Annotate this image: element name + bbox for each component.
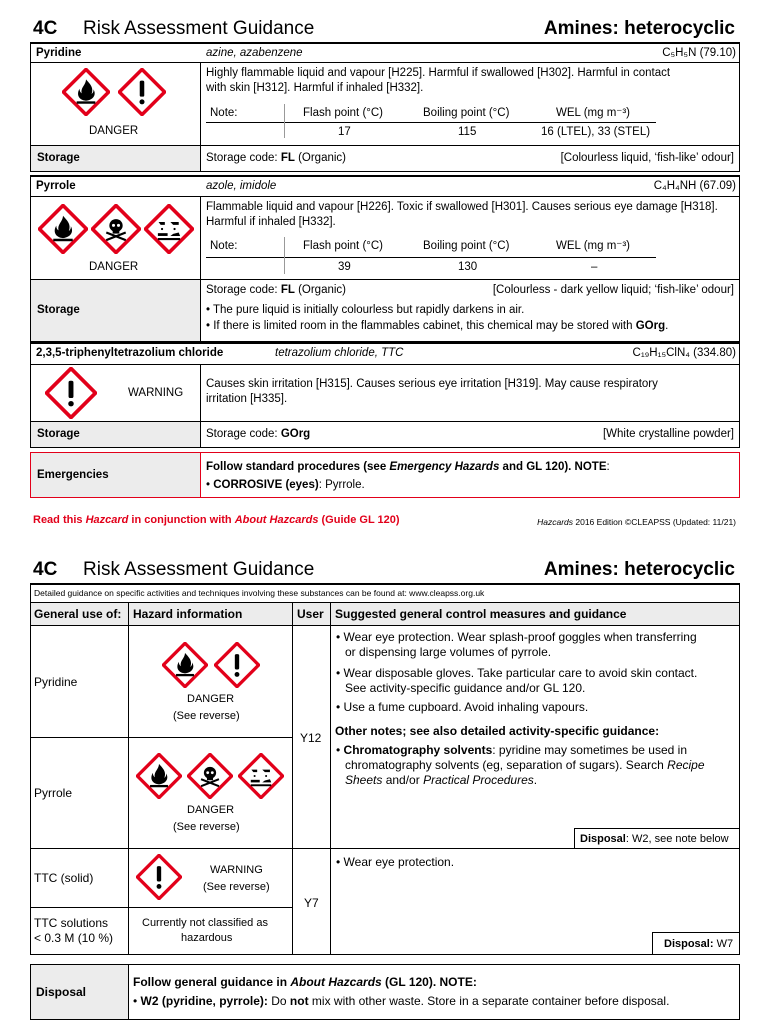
pyrrole-storage-bullet-1: • The pure liquid is initially colourless but rapidly darkens in air. [206, 304, 525, 316]
flame-icon [136, 753, 182, 799]
exclamation-icon [214, 642, 260, 688]
pyrrole-synonyms: azole, imidole [206, 180, 277, 192]
pyridine-wel-label: WEL (mg m⁻³) [556, 107, 630, 119]
pyridine-hazard-1: Highly flammable liquid and vapour [H225]. Harmful if swallowed [H302]. Harmful in contact [206, 67, 671, 79]
pyrrole-hazard-2: Harmful if inhaled [H332]. [206, 216, 336, 228]
flame-icon [62, 68, 110, 116]
disposal-label: Disposal [36, 985, 87, 999]
pyridine-wel: 16 (LTEL), 33 (STEL) [541, 126, 651, 138]
pyridine-flash: 17 [338, 126, 351, 138]
ttc-hazard-2: irritation [H335]. [206, 393, 288, 405]
pyridine-boil-label: Boiling point (°C) [423, 107, 510, 119]
corrosion-icon [144, 204, 194, 254]
row-ttc-solid: TTC (solid) [34, 871, 94, 885]
row-ttc-solutions-2: < 0.3 M (10 %) [34, 931, 114, 945]
row-pyrrole: Pyrrole [34, 786, 73, 800]
pyridine-hazard-2: with skin [H312]. Harmful if inhaled [H332]. [206, 82, 424, 94]
not-classified-1: Currently not classified as [142, 917, 268, 929]
disposal-note-1-text: Disposal: W2, see note below [580, 833, 729, 845]
skull-crossbones-icon [187, 753, 233, 799]
user-y7: Y7 [304, 896, 319, 910]
pyridine-synonyms: azine, azabenzene [206, 47, 303, 59]
pyrrole-storage-code: Storage code: FL (Organic) [206, 284, 346, 296]
pyridine-storage-label: Storage [37, 152, 80, 164]
measure-bullet-2a: • Wear disposable gloves. Take particular care to avoid skin contact. [336, 666, 698, 680]
corrosion-icon [238, 753, 284, 799]
card-title: Risk Assessment Guidance [83, 18, 315, 39]
ttc-hazard-1: Causes skin irritation [H315]. Causes serious eye irritation [H319]. May cause respiratory [206, 378, 658, 390]
measure-bullet-1b: or dispensing large volumes of pyrrole. [345, 645, 552, 659]
ttc-name: 2,3,5-triphenyltetrazolium chloride [36, 347, 224, 359]
pyrrole-wel-label: WEL (mg m⁻³) [556, 240, 630, 252]
pyrrole-see-reverse: (See reverse) [173, 821, 240, 833]
pyridine-signal: DANGER [89, 125, 139, 137]
pyridine-note: Note: [210, 107, 238, 119]
col-hazard-info: Hazard information [133, 607, 243, 621]
emergencies-bullet: • CORROSIVE (eyes): Pyrrole. [206, 479, 365, 491]
pyrrole-boil: 130 [458, 261, 478, 273]
ttc-see-reverse: (See reverse) [203, 881, 270, 893]
user-y12: Y12 [300, 731, 322, 745]
pyrrole-signal: DANGER [89, 261, 139, 273]
measure-bullet-4c: Sheets and/or Practical Procedures. [345, 773, 538, 787]
pyridine-storage-code: Storage code: FL (Organic) [206, 152, 346, 164]
pyrrole-name: Pyrrole [36, 180, 76, 192]
emergencies-line1: Follow standard procedures (see Emergency Hazards and GL 120). NOTE: [206, 461, 610, 473]
exclamation-icon [45, 367, 97, 419]
ttc-signal: WARNING [128, 387, 184, 399]
pyrrole-wel: – [591, 261, 598, 273]
pyridine-flash-label: Flash point (°C) [303, 107, 384, 119]
pyrrole-flash: 39 [338, 261, 351, 273]
pyrrole-boil-label: Boiling point (°C) [423, 240, 510, 252]
flame-icon [162, 642, 208, 688]
emergencies-label: Emergencies [37, 469, 109, 481]
pyrrole-flash-label: Flash point (°C) [303, 240, 384, 252]
pyridine-see-reverse: (See reverse) [173, 710, 240, 722]
ttc-signal: WARNING [210, 864, 263, 876]
pyridine-name: Pyridine [36, 47, 82, 59]
ttc-measure-bullet: • Wear eye protection. [336, 855, 455, 869]
col-general-use: General use of: [34, 607, 122, 621]
pyridine-storage-desc: [Colourless liquid, ‘fish-like’ odour] [560, 152, 734, 164]
measure-bullet-4a: • Chromatography solvents: pyridine may sometimes be used in [336, 743, 688, 757]
card2-header [33, 559, 735, 583]
intro-text: Detailed guidance on specific activities and techniques involving these substances can be found at: www.cleapss.org.uk [34, 588, 485, 598]
disposal-note-2-text: Disposal: W7 [664, 938, 734, 950]
pyridine-boil: 115 [458, 126, 477, 138]
flame-icon [38, 204, 88, 254]
measure-bullet-2b: See activity-specific guidance and/or GL 120. [345, 681, 586, 695]
pyridine-signal: DANGER [187, 693, 235, 705]
not-classified-2: hazardous [181, 932, 233, 944]
measure-bullet-4b: chromatography solvents (eg, separation of sugars). Search Recipe [345, 758, 705, 772]
ttc-storage-desc: [White crystalline powder] [602, 428, 734, 440]
exclamation-icon [118, 68, 166, 116]
footer-edition: Hazcards 2016 Edition ©CLEAPSS (Updated: 11/21) [537, 517, 736, 527]
row-ttc-solutions-1: TTC solutions [34, 916, 109, 930]
row-pyridine: Pyridine [34, 675, 78, 689]
measure-bullet-3: • Use a fume cupboard. Avoid inhaling vapours. [336, 700, 589, 714]
card-title: Risk Assessment Guidance [83, 559, 315, 580]
card-code: 4C [33, 559, 58, 580]
pyrrole-storage-label: Storage [37, 304, 80, 316]
card-category: Amines: heterocyclic [543, 18, 735, 39]
disposal-block [30, 964, 740, 1020]
pyrrole-storage-bullet-2: • If there is limited room in the flammables cabinet, this chemical may be stored with GOrg. [206, 320, 669, 332]
card1-header [33, 18, 735, 42]
card-category: Amines: heterocyclic [543, 559, 735, 580]
pyrrole-note: Note: [210, 240, 238, 252]
measure-bullet-1a: • Wear eye protection. Wear splash-proof goggles when transferring [336, 630, 697, 644]
ttc-storage-label: Storage [37, 428, 80, 440]
col-suggested: Suggested general control measures and guidance [335, 607, 627, 621]
footer-note: Read this Hazcard in conjunction with About Hazcards (Guide GL 120) [33, 514, 400, 526]
exclamation-icon [136, 854, 182, 900]
ttc-formula: C₁₉H₁₅ClN₄ (334.80) [632, 347, 736, 359]
ttc-storage-code: Storage code: GOrg [206, 428, 311, 440]
pyrrole-formula: C₄H₄NH (67.09) [653, 180, 736, 192]
disposal-line1: Follow general guidance in About Hazcards (GL 120). NOTE: [133, 975, 477, 989]
pyrrole-hazard-1: Flammable liquid and vapour [H226]. Toxic if swallowed [H301]. Causes serious eye damage [H318]. [206, 201, 718, 213]
pyrrole-signal: DANGER [187, 804, 235, 816]
disposal-bullet: • W2 (pyridine, pyrrole): Do not mix with other waste. Store in a separate container before disposal. [133, 994, 670, 1008]
other-notes-heading: Other notes; see also detailed activity-specific guidance: [335, 724, 660, 738]
skull-crossbones-icon [91, 204, 141, 254]
pyridine-formula: C₅H₅N (79.10) [662, 47, 736, 59]
card-code: 4C [33, 18, 58, 39]
col-user: User [297, 607, 324, 621]
pyrrole-storage-desc: [Colourless - dark yellow liquid; ‘fish-like’ odour] [492, 284, 734, 296]
ttc-synonyms: tetrazolium chloride, TTC [275, 347, 404, 359]
